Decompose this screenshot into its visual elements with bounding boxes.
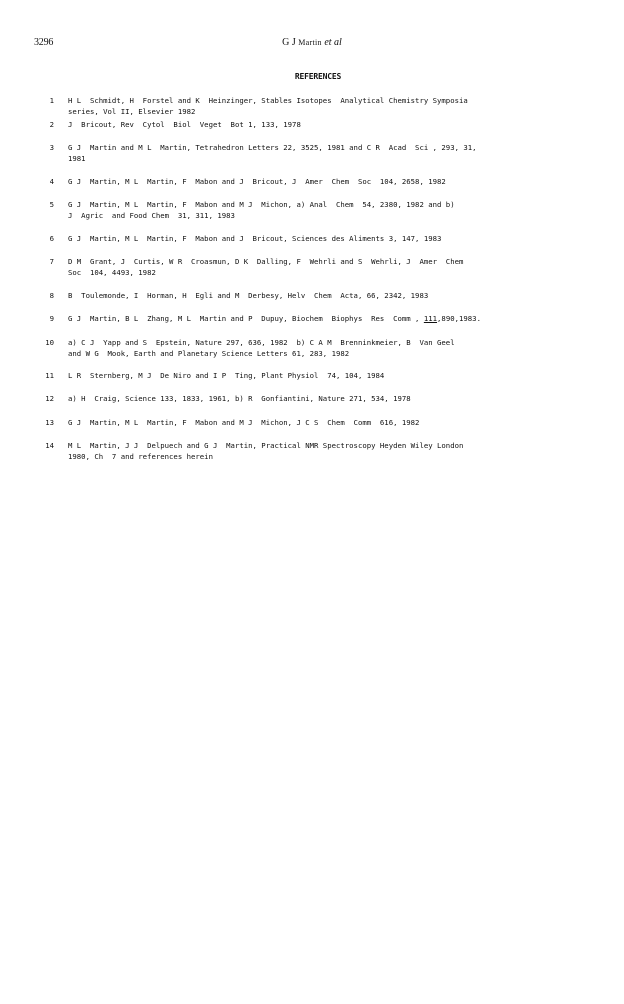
- reference-number: 11: [45, 371, 54, 380]
- running-head-surname: Martin: [298, 38, 322, 47]
- reference-text-line: L R Sternberg, M J De Niro and I P Ting, Plant Physiol 74, 104, 1984: [68, 371, 385, 380]
- reference-item: [30, 313, 481, 324]
- running-head-etal: et al: [324, 37, 342, 48]
- running-head-initials: G J: [282, 37, 296, 48]
- reference-text-line: H L Schmidt, H Forstel and K Heinzinger, Stables Isotopes Analytical Chemistry Symposia: [68, 96, 468, 105]
- reference-text-line: D M Grant, J Curtis, W R Croasmun, D K Dalling, F Wehrli and S Wehrli, J Amer Chem: [68, 257, 464, 266]
- reference-text-line: J Bricout, Rev Cytol Biol Veget Bot 1, 133, 1978: [68, 120, 301, 129]
- reference-item: [30, 199, 455, 221]
- reference-text-line: J Agric and Food Chem 31, 311, 1983: [68, 211, 235, 220]
- reference-item: [30, 393, 411, 404]
- reference-text-line: a) H Craig, Science 133, 1833, 1961, b) R Gonfiantini, Nature 271, 534, 1978: [68, 394, 411, 403]
- reference-item: [30, 290, 428, 301]
- reference-text-line: G J Martin, M L Martin, F Mabon and J Bricout, J Amer Chem Soc 104, 2658, 1982: [68, 177, 446, 186]
- reference-item: [30, 370, 384, 381]
- reference-number: 9: [49, 314, 54, 323]
- reference-text-line: 1981: [68, 154, 86, 163]
- reference-number: 4: [49, 177, 54, 186]
- reference-text-line: a) C J Yapp and S Epstein, Nature 297, 636, 1982 b) C A M Brenninkmeier, B Van Geel: [68, 338, 455, 347]
- reference-item: [30, 176, 446, 187]
- reference-item: [30, 256, 463, 278]
- reference-item: [30, 95, 468, 117]
- reference-item: [30, 142, 477, 164]
- reference-number: 7: [49, 257, 54, 266]
- reference-text-line: series, Vol II, Elsevier 1982: [68, 107, 196, 116]
- reference-text-line: G J Martin and M L Martin, Tetrahedron Letters 22, 3525, 1981 and C R Acad Sci , 293, 31,: [68, 143, 477, 152]
- reference-text-line: G J Martin, M L Martin, F Mabon and M J Michon, J C S Chem Comm 616, 1982: [68, 418, 420, 427]
- reference-text-line: G J Martin, B L Zhang, M L Martin and P Dupuy, Biochem Biophys Res Comm , 111,890,1983.: [68, 314, 481, 323]
- reference-number: 12: [45, 394, 54, 403]
- reference-number: 14: [45, 441, 54, 450]
- reference-item: [30, 440, 463, 462]
- running-head: [0, 37, 624, 48]
- reference-text-line: and W G Mook, Earth and Planetary Science Letters 61, 283, 1982: [68, 349, 350, 358]
- reference-item: [30, 337, 455, 359]
- page-number: 3296: [34, 37, 54, 48]
- reference-number: 13: [45, 418, 54, 427]
- reference-item: [30, 417, 419, 428]
- reference-text-line: Soc 104, 4493, 1982: [68, 268, 156, 277]
- reference-number: 6: [49, 234, 54, 243]
- reference-number: 3: [49, 143, 54, 152]
- reference-number: 10: [45, 338, 54, 347]
- reference-number: 8: [49, 291, 54, 300]
- section-title: REFERENCES: [294, 72, 342, 81]
- reference-text-line: G J Martin, M L Martin, F Mabon and M J Michon, a) Anal Chem 54, 2380, 1982 and b): [68, 200, 455, 209]
- reference-text-line: M L Martin, J J Delpuech and G J Martin, Practical NMR Spectroscopy Heyden Wiley London: [68, 441, 464, 450]
- reference-text-line: B Toulemonde, I Horman, H Egli and M Derbesy, Helv Chem Acta, 66, 2342, 1983: [68, 291, 429, 300]
- reference-number: 5: [49, 200, 54, 209]
- reference-text-line: 1980, Ch 7 and references herein: [68, 452, 213, 461]
- reference-item: [30, 233, 441, 244]
- reference-number: 2: [49, 120, 54, 129]
- reference-number: 1: [49, 96, 54, 105]
- reference-item: [30, 119, 301, 130]
- reference-text-line: G J Martin, M L Martin, F Mabon and J Bricout, Sciences des Aliments 3, 147, 1983: [68, 234, 442, 243]
